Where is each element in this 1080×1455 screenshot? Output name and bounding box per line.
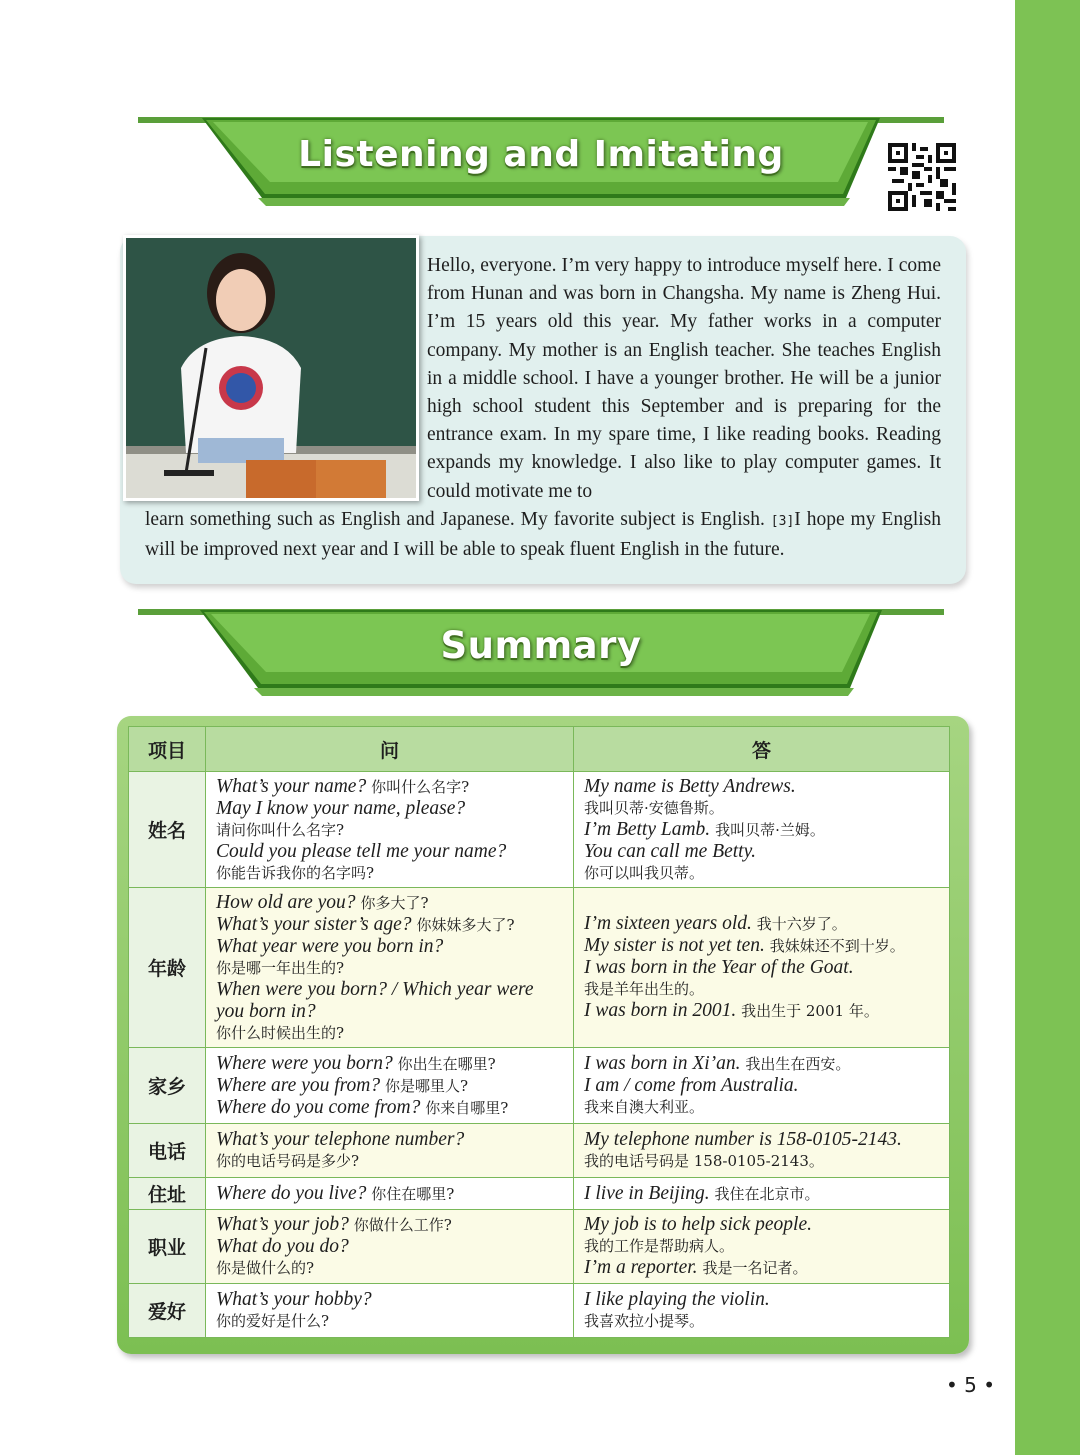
question-cell xyxy=(206,1284,574,1338)
english-text: My sister is not yet ten. xyxy=(584,935,765,956)
chinese-translation: 你是哪一年出生的? xyxy=(216,958,345,977)
chinese-translation: 你住在哪里? xyxy=(371,1184,455,1203)
english-line xyxy=(216,1053,573,1075)
row-item-label: 电话 xyxy=(129,1124,206,1178)
english-line xyxy=(216,1289,573,1311)
qr-code-icon[interactable] xyxy=(888,143,956,211)
english-text: My job is to help sick people. xyxy=(584,1214,812,1235)
chinese-translation: 我住在北京市。 xyxy=(714,1184,820,1203)
english-text: I’m sixteen years old. xyxy=(584,913,752,934)
table-row xyxy=(129,888,950,1048)
section-title: Summary xyxy=(440,624,642,667)
chinese-translation: 你可以叫我贝蒂。 xyxy=(584,863,705,882)
english-line xyxy=(216,979,573,1001)
english-line xyxy=(216,1097,573,1119)
chinese-translation: 我出生在西安。 xyxy=(745,1055,851,1073)
english-text: How old are you? xyxy=(216,891,356,913)
chinese-translation: 我出生于 2001 年。 xyxy=(741,1002,879,1020)
section-title: Listening and Imitating xyxy=(298,134,784,175)
english-text: You can call me Betty. xyxy=(584,840,757,862)
question-cell xyxy=(206,772,574,888)
english-text: I was born in 2001. xyxy=(584,1000,737,1021)
english-line xyxy=(584,841,949,863)
header-question: 问 xyxy=(206,727,574,772)
table-row xyxy=(129,1210,950,1284)
english-text: What’s your name? xyxy=(216,775,367,797)
english-line xyxy=(216,936,573,958)
table-row xyxy=(129,1178,950,1210)
english-line xyxy=(216,1075,573,1097)
english-line xyxy=(584,1183,949,1205)
chinese-translation: 你什么时候出生的? xyxy=(216,1023,345,1042)
english-line xyxy=(216,841,573,863)
question-cell xyxy=(206,888,574,1048)
section-banner-summary xyxy=(138,606,944,698)
english-text: What’s your sister’s age? xyxy=(216,913,412,935)
chinese-translation: 你做什么工作? xyxy=(353,1216,452,1234)
english-line xyxy=(584,913,949,935)
row-item-label: 爱好 xyxy=(129,1284,206,1338)
chinese-translation: 你妹妹多大了? xyxy=(416,915,515,934)
english-line xyxy=(216,892,573,914)
passage-text-part1: Hello, everyone. I’m very happy to introduce myself here. I come from Hunan and was born in Changsha. My name is Zheng Hui. I’m 15 years old this year. My father works in a computer company. My mother is an English teacher. She teaches English in a middle school. I have a younger brother. He will be a junior high school student this September and is preparing for the entrance exam. In my spare time, I like reading books. Reading expands my knowledge. I also like to play computer games. It could motivate me to xyxy=(427,255,941,502)
girl-at-podium-photo-icon xyxy=(123,235,419,501)
chinese-translation: 你是哪里人? xyxy=(384,1076,469,1095)
english-text: What’s your job? xyxy=(216,1214,349,1235)
chinese-translation: 我十六岁了。 xyxy=(756,915,847,933)
table-row xyxy=(129,1284,950,1338)
english-line xyxy=(584,1257,949,1279)
chinese-translation: 我来自澳大利亚。 xyxy=(584,1098,705,1116)
english-text: What’s your hobby? xyxy=(216,1289,372,1310)
english-line xyxy=(216,1183,573,1205)
chinese-translation: 我叫贝蒂·安德鲁斯。 xyxy=(584,798,724,817)
english-text: I was born in Xi’an. xyxy=(584,1053,741,1074)
english-text: When were you born? / Which year were xyxy=(216,978,534,1000)
chinese-translation: 我是羊年出生的。 xyxy=(584,980,705,998)
english-line xyxy=(584,819,949,841)
side-accent-strip xyxy=(1015,0,1080,1455)
table-row xyxy=(129,772,950,888)
chinese-translation: 我喜欢拉小提琴。 xyxy=(584,1312,705,1330)
chinese-translation: 我叫贝蒂·兰姆。 xyxy=(715,820,825,839)
english-line xyxy=(216,798,573,820)
answer-cell xyxy=(574,772,950,888)
english-text: May I know your name, please? xyxy=(216,797,466,819)
answer-cell xyxy=(574,1178,950,1210)
english-line xyxy=(216,1001,573,1023)
question-cell xyxy=(206,1048,574,1124)
english-text: Where are you from? xyxy=(216,1074,381,1096)
question-cell xyxy=(206,1210,574,1284)
answer-cell xyxy=(574,1284,950,1338)
passage-text-part2a: learn something such as English and Japanese. My favorite subject is English. xyxy=(145,509,765,530)
english-line xyxy=(216,914,573,936)
chinese-translation: 你多大了? xyxy=(360,893,429,912)
row-item-label: 职业 xyxy=(129,1210,206,1284)
english-text: Could you please tell me your name? xyxy=(216,840,507,862)
english-line xyxy=(584,1075,949,1097)
english-text: I like playing the violin. xyxy=(584,1289,770,1310)
english-line xyxy=(584,1053,949,1075)
summary-table xyxy=(128,726,950,1338)
chinese-translation: 你的爱好是什么? xyxy=(216,1312,330,1330)
chinese-translation: 我的电话号码是 158-0105-2143。 xyxy=(584,1152,824,1170)
english-line xyxy=(584,776,949,798)
english-line xyxy=(584,1289,949,1311)
chinese-translation: 你是做什么的? xyxy=(216,1259,315,1277)
section-banner-listening xyxy=(138,112,944,210)
chinese-translation: 你来自哪里? xyxy=(425,1098,509,1117)
reference-mark: [3] xyxy=(770,514,795,529)
chinese-translation: 我的工作是帮助病人。 xyxy=(584,1237,735,1255)
english-line xyxy=(216,1129,573,1151)
header-answer: 答 xyxy=(574,727,950,772)
english-text: you born in? xyxy=(216,1000,316,1022)
english-text: I live in Beijing. xyxy=(584,1182,710,1204)
english-text: I’m a reporter. xyxy=(584,1257,698,1278)
passage-text-part2b: I hope my English will be improved next year and I will be able to speak fluent English in the future. xyxy=(145,509,941,561)
chinese-translation: 请问你叫什么名字? xyxy=(216,820,345,839)
english-text: What’s your telephone number? xyxy=(216,1129,465,1150)
english-text: What year were you born in? xyxy=(216,935,444,957)
chinese-translation: 你出生在哪里? xyxy=(397,1054,496,1073)
english-line xyxy=(584,1129,949,1151)
row-item-label: 年龄 xyxy=(129,888,206,1048)
answer-cell xyxy=(574,888,950,1048)
question-cell xyxy=(206,1124,574,1178)
table-row xyxy=(129,1124,950,1178)
row-item-label: 住址 xyxy=(129,1178,206,1210)
passage-text-part2 xyxy=(145,506,941,564)
english-text: Where were you born? xyxy=(216,1052,393,1074)
header-item: 项目 xyxy=(129,727,206,772)
chinese-translation: 我是一名记者。 xyxy=(702,1259,808,1277)
page-number: • 5 • xyxy=(946,1373,996,1397)
chinese-translation: 你的电话号码是多少? xyxy=(216,1152,360,1170)
english-text: I was born in the Year of the Goat. xyxy=(584,957,854,978)
chinese-translation: 我妹妹还不到十岁。 xyxy=(769,937,905,955)
english-line xyxy=(216,776,573,798)
answer-cell xyxy=(574,1124,950,1178)
answer-cell xyxy=(574,1210,950,1284)
chinese-translation: 你能告诉我你的名字吗? xyxy=(216,863,375,882)
chinese-translation: 你叫什么名字? xyxy=(371,777,470,796)
answer-cell xyxy=(574,1048,950,1124)
english-text: My telephone number is 158-0105-2143. xyxy=(584,1129,902,1150)
english-line xyxy=(584,935,949,957)
table-row xyxy=(129,1048,950,1124)
english-line xyxy=(584,1000,949,1022)
english-text: My name is Betty Andrews. xyxy=(584,775,796,797)
english-line xyxy=(216,1236,573,1258)
row-item-label: 家乡 xyxy=(129,1048,206,1124)
english-line xyxy=(584,957,949,979)
english-text: I am / come from Australia. xyxy=(584,1075,799,1096)
english-text: Where do you live? xyxy=(216,1182,367,1204)
english-text: Where do you come from? xyxy=(216,1096,421,1118)
english-line xyxy=(584,1214,949,1236)
english-line xyxy=(216,1214,573,1236)
question-cell xyxy=(206,1178,574,1210)
english-text: I’m Betty Lamb. xyxy=(584,818,711,840)
row-item-label: 姓名 xyxy=(129,772,206,888)
english-text: What do you do? xyxy=(216,1236,349,1257)
